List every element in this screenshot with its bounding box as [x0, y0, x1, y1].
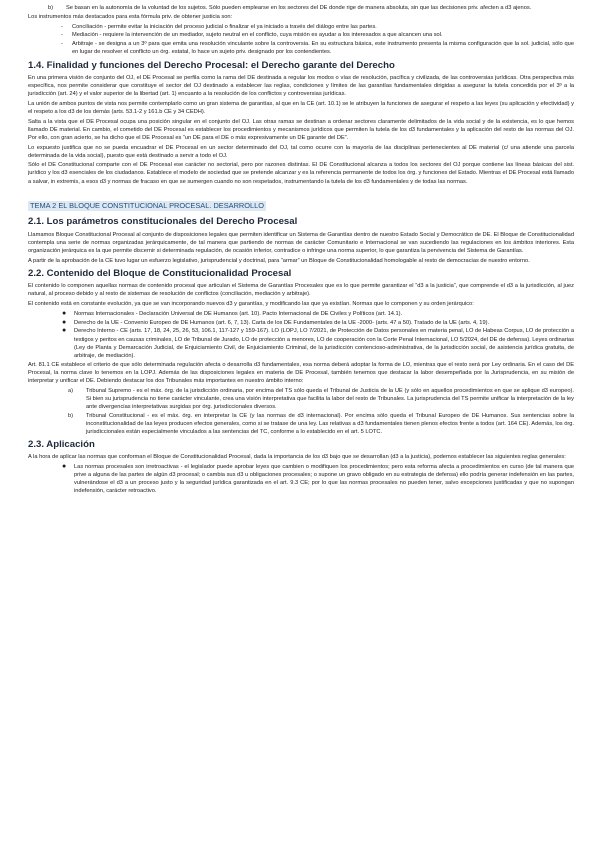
chapter-title: TEMA 2 EL BLOQUE CONSTITUCIONAL PROCESAL. DESARROLLO — [30, 201, 264, 211]
list-item-text: Se basan en la autonomía de la voluntad de los sujetos. Sólo pueden emplearse en los sectores del DE donde rige de manera absoluta, sin que las decisiones priv. afecten a d3 ajenos. — [66, 5, 532, 11]
list-item-text: Mediación - requiere la intervención de un mediador, sujeto neutral en el conflicto, cuya misión es ayudar a los interesados a que alcancen una sol. — [72, 32, 443, 39]
list-marker: a) — [68, 387, 74, 394]
list-item — [28, 40, 574, 56]
list-item — [28, 310, 574, 318]
paragraph: A partir de la aprobación de la CE tuvo lugar un esfuerzo legislativo, jurisprudencial y doctrinal, para “armar” un Bloque de Constitucionalidad homologable al resto de democracias de nuestro entorno. — [28, 257, 530, 264]
list-item-text: Tribunal Constitucional - es el máx. órg. en interpretar la CE (y las normas de d3 internacional). Por encima sólo queda el Tribunal Europeo de DE Humanos. Sus sentencias sobre la inconstitucionalidad de las leyes producen efectos generales, como si se tratase de una ley. Las relativas a d3 fundamentales tienen plenos efectos frente a todos (art. 164 CE). Además, los órg. jurisdiccionales están especialmente vinculados a las sentencias del TC, conforme a lo establecido en el art. 5 LOTC. — [86, 412, 574, 435]
bullet-icon: ● — [62, 318, 67, 326]
section-heading-1-4: 1.4. Finalidad y funciones del Derecho Procesal: el Derecho garante del Derecho — [28, 59, 395, 71]
list-item — [28, 463, 574, 495]
list-item — [28, 387, 574, 411]
list-marker: b) — [68, 412, 74, 419]
courts-list — [28, 387, 574, 436]
paragraph: Sólo el DE Constitucional comparte con el DE Procesal ese carácter no sectorial, pero por razones distintas. El DE Constitucional alcanza a todos los sectores del OJ porque contiene las líneas básicas del sist. jurídico y los d3 esenciales de los ciudadanos. Establece el modelo de sociedad que se pretende alcanzar y es la referencia permanente de todos los órg. y funciones del Estado. Mientras el DE Procesal está llamado a salvar, in extremis, a esos d3 y normas de fracaso en que se sumergen cuando no son respetados, instrumentando la tutela de los d3 fundamentales y de todas las normas. — [28, 162, 574, 185]
norms-list — [28, 310, 574, 360]
section-heading-2-2: 2.2. Contenido del Bloque de Constitucionalidad Procesal — [28, 267, 292, 279]
bullet-icon: ● — [62, 463, 67, 471]
spacer — [28, 187, 574, 193]
section-heading-2-1: 2.1. Los parámetros constitucionales del Derecho Procesal — [28, 216, 298, 228]
paragraph: En una primera visión de conjunto del OJ, el DE Procesal se perfila como la rama del DE destinada a regular los modos o vías de resolución, pacífica y civilizada, de las controversias jurídicas. Otra perspectiva más específica, nos permite considerar que constituye el sector del OJ destinado a establecer las reglas, condiciones y límites de las garantías fundamentales dirigidas a asegurar la tutela concedida por el 3º a la jurisdicción (art. 24) y el valor superior de la libertad (art. 1) encuanto a la resolución de los conflictos y controversias jurídicas. — [28, 75, 574, 98]
rules-list — [28, 463, 574, 495]
section-heading-2-3: 2.3. Aplicación — [28, 438, 95, 450]
list-item — [28, 4, 574, 12]
list-item-text: Las normas procesales son irretroactivas - el legislador puede aprobar leyes que cambien o modifiquen los procedimientos; pero esta reforma afecta a procedimientos en curso (de tal manera que prive a alguna de las partes de algún d3 procesal; o cambia sus d3 u obligaciones procesales; o supone un gravo obligado en su estrategia de defensa) ello podría generar indefensión en las partes, vulnerándose el d3 a un proceso justo y la seguridad jurídica garantizada en el art. 9.3 CE; por lo que las normas procesales no pueden tener, salvo excepciones justificadas y que no supongan indefensión, carácter retroactivo. — [74, 464, 574, 495]
list-item-text: Tribunal Supremo - es el máx. órg. de la jurisdicción ordinaria, por encima del TS sólo queda el Tribunal de Justicia de la UE (y sólo en aquellos procedimientos en que se aplique d3 europeo). Si bien su jurisprudencia no tiene carácter vinculante, crea una visión interpretativa que facilita la labor del resto de Tribunales. La jurisprudencia del TS permite unificar la interpretación de la ley ante divergencias interpretativas surgidas por órg. jurisdiccionales diversos. — [86, 387, 574, 410]
paragraph: A la hora de aplicar las normas que conforman el Bloque de Constitucionalidad Procesal, dada la importancia de los d3 bajo que se desarrollan (d3 a la justicia), podemos establecer las siguientes reglas generales: — [28, 454, 566, 461]
paragraph: El contenido está en constante evolución, ya que se van incorporando nuevos d3 y garantías, y modificando las que ya existían. Normas que lo componen y su orden jerárquico: — [28, 300, 474, 307]
list-item-text: Arbitraje - se designa a un 3º para que emita una resolución vinculante sobre la controversia. En su estructura básica, este instrumento presenta la misma configuración que la sol. judicial, sólo que en lugar de resolver el conflicto un órg. estatal, lo hace un sujeto priv. designado por los contendientes. — [72, 41, 574, 56]
paragraph: Llamamos Bloque Constitucional Procesal al conjunto de disposiciones legales que permiten identificar un Sistema de Garantías dentro de nuestro Estado Social y Democrático de DE. El Bloque de Constitucionalidad contempla una serie de normas organizadas jerárquicamente, de tal manera que partiendo de normas de carácter Comunitario e Internacional se van sucediendo las regulaciones en los ámbitos interiores. Esta organización jerárquica es la que permite discernir si determinada regulación, de ocasión inferior, contradice o infringe una norma superior, lo que garantiza la pervivencia del Sistema de Garantías. — [28, 231, 574, 254]
list-marker: - — [61, 23, 63, 30]
paragraph: Salta a la vista que el DE Procesal ocupa una posición singular en el conjunto del OJ. Las otras ramas se destinan a ordenar sectores claramente delimitados de la vida social y de la existencia, es lo que hemos llamado DE material. En cambio, el cometido del DE Procesal es establecer los procedimientos y mecanismos jurídicos que permiten la tutela de los d3 fundamentales y la aplicación del resto de las normas del OJ. Por ello, con gran acierto, se ha dicho que el DE Procesal es “un DE para el DE o más expresivamente un DE garante del DE”. — [28, 118, 574, 141]
top-list — [28, 4, 574, 12]
list-item — [28, 319, 574, 327]
paragraph: Art. 81.1 CE establece el criterio de que sólo determinada regulación afecta o desarrolla d3 fundamentales, esa norma deberá adoptar la forma de LO, mientras que el resto será por Ley ordinaria. En el caso del DE Procesal, la norma clave lo tenemos en la LOPJ. Además de las disposiciones legales en materia de DE Procesal, también tenemos que destacar la labor desempeñada por la Jurisprudencia, en su misión de interpretar y unificar el DE. Debiendo destacar los dos Tribunales más importantes en nuestro ámbito interno: — [28, 361, 574, 384]
list-item-text: Derecho de la UE - Convenio Europeo de DE Humanos (art. 6, 7, 13). Carta de los DE Fundamentales de la UE -2000- (arts. 47 a 50). Tratado de la UE (arts. 4, 19). — [74, 319, 490, 326]
paragraph: Lo expuesto justifica que no se pueda encuadrar el DE Procesal en un sector determinado del OJ, tal como ocurre con la mayoría de las disciplinas pertenecientes al DE material (c/ una atiende una parcela determinada de la vida social), puesto que está destinado a servir a todo el OJ. — [28, 144, 574, 159]
bullet-icon: ● — [62, 327, 67, 335]
paragraph: El contenido lo componen aquellas normas de contenido procesal que articulan el Sistema de Garantías Procesales que es lo que permite garantizar el “d3 a la justicia”, que comprende el d3 a la jurisdicción, al juez natural, al proceso debido y al resto de sistemas de resolución de conflictos (conciliación, mediación y arbitraje). — [28, 283, 574, 298]
instruments-intro: Los instrumentos más destacados para esta fórmula priv. de obtener justicia son: — [28, 13, 233, 20]
list-item — [28, 412, 574, 436]
bullet-icon: ● — [62, 309, 67, 317]
list-marker: - — [61, 41, 63, 48]
list-item-text: Conciliación - permite evitar la iniciación del proceso judicial o finalizar el ya iniciado a través del diálogo entre las partes. — [72, 23, 377, 30]
list-marker: b) — [48, 5, 54, 11]
list-marker: - — [61, 32, 63, 39]
list-item — [28, 23, 574, 31]
instruments-list — [28, 23, 574, 57]
list-item — [28, 31, 574, 39]
list-item — [28, 327, 574, 359]
list-item-text: Normas Internacionales - Declaración Universal de DE Humanos (art. 10). Pacto Internacional de DE Civiles y Políticos (art. 14.1). — [74, 310, 403, 317]
list-item-text: Derecho Interno - CE (arts. 17, 18, 24, 25, 26, 53, 106.1, 117-127 y 159-167). LO (LOPJ, LO 7/2021, de Protección de Datos personales en materia penal, LO de Habeas Corpus, LO de protección a testigos y peritos en causas criminales, LO de Tribunal de Jurado, LO de protección a menores, LO de cooperación con la Corte Penal Internacional, LO 5/2024, del DE de defensa). Leyes ordinarias (Ley de Planta y Demarcación Judicial, de Enjuiciamiento Civil, de Enjuiciamiento Criminal, de la jurisdicción contencioso-administrativa, de la jurisdicción social, de asistencia jurídica gratuita, de arbitraje, de mediación). — [74, 328, 574, 359]
paragraph: La unión de ambos puntos de vista nos permite contemplarlo como un gran sistema de garantías, al que en la CE (art. 10.1) se le atribuyen la funciones de asegurar el respeto a las leyes (su aplicación y efectividad) y el respeto a los d3 de los demás (arts. 53.1-2 y 161.b CE y 34 CEDH). — [28, 100, 574, 116]
